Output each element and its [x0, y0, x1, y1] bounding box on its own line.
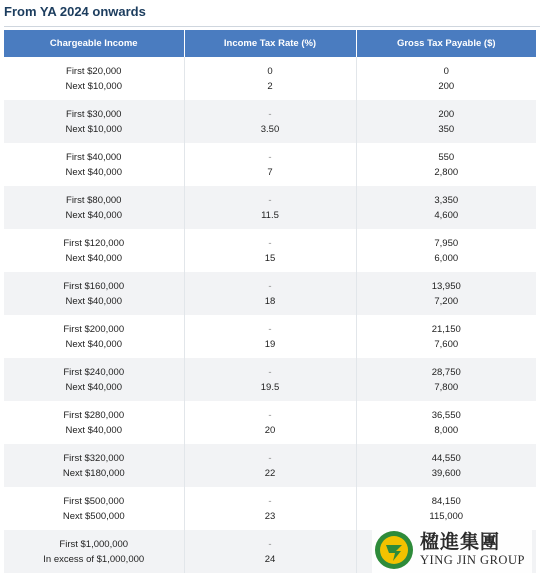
rate-cell — [184, 57, 356, 100]
table-row — [4, 57, 536, 100]
payable-cell — [356, 229, 536, 272]
income-cell — [4, 143, 184, 186]
rate-cell-line: - — [268, 108, 272, 120]
rate-cell-line: 20 — [264, 424, 276, 436]
rate-cell-line: 22 — [264, 467, 276, 479]
income-cell-line: Next $10,000 — [65, 80, 122, 92]
rate-cell — [184, 315, 356, 358]
payable-cell-line: 7,200 — [434, 295, 459, 307]
payable-cell-line: 39,600 — [431, 467, 461, 479]
rate-cell-line: 7 — [267, 166, 273, 178]
income-cell-line: Next $40,000 — [65, 295, 122, 307]
rate-cell — [184, 530, 356, 573]
payable-cell-line: 2,800 — [434, 166, 459, 178]
payable-cell-line: 21,150 — [431, 323, 461, 335]
rate-cell-line: 18 — [264, 295, 276, 307]
payable-cell — [356, 186, 536, 229]
header-income-tax-rate: Income Tax Rate (%) — [184, 30, 356, 57]
rate-cell-line: 24 — [264, 553, 276, 565]
rate-cell — [184, 186, 356, 229]
income-cell — [4, 530, 184, 573]
payable-cell-line: 550 — [438, 151, 455, 163]
table-row — [4, 143, 536, 186]
ying-jin-emblem-icon — [374, 530, 414, 570]
income-cell — [4, 229, 184, 272]
rate-cell-line: - — [268, 237, 272, 249]
income-cell — [4, 444, 184, 487]
income-cell-line: Next $500,000 — [62, 510, 125, 522]
income-cell-line: Next $10,000 — [65, 123, 122, 135]
payable-cell-line: 115,000 — [429, 510, 464, 522]
rate-cell-line: 19.5 — [260, 381, 280, 393]
income-cell — [4, 315, 184, 358]
page-title: From YA 2024 onwards — [4, 4, 146, 19]
rate-cell-line: 3.50 — [260, 123, 280, 135]
income-cell-line: Next $40,000 — [65, 338, 122, 350]
income-cell-line: First $30,000 — [66, 108, 122, 120]
rate-cell — [184, 143, 356, 186]
rate-cell-line: - — [268, 323, 272, 335]
income-cell-line: Next $40,000 — [65, 209, 122, 221]
rate-cell-line: - — [268, 151, 272, 163]
rate-cell — [184, 272, 356, 315]
payable-cell — [356, 100, 536, 143]
rate-cell — [184, 444, 356, 487]
table-row — [4, 315, 536, 358]
income-cell-line: Next $40,000 — [65, 252, 122, 264]
income-cell-line: Next $40,000 — [65, 381, 122, 393]
income-cell-line: First $80,000 — [66, 194, 122, 206]
income-cell-line: First $240,000 — [63, 366, 125, 378]
company-logo — [372, 524, 532, 574]
rate-cell-line: - — [268, 280, 272, 292]
table-row — [4, 272, 536, 315]
income-cell — [4, 272, 184, 315]
table-row — [4, 229, 536, 272]
table-row — [4, 100, 536, 143]
income-cell-line: Next $40,000 — [65, 424, 122, 436]
rate-cell-line: - — [268, 452, 272, 464]
rate-cell-line: - — [268, 409, 272, 421]
income-cell-line: First $500,000 — [63, 495, 125, 507]
rate-cell-line: 19 — [264, 338, 276, 350]
income-cell-line: In excess of $1,000,000 — [43, 553, 145, 565]
income-cell-line: First $40,000 — [66, 151, 122, 163]
payable-cell-line: 4,600 — [434, 209, 459, 221]
payable-cell-line: 8,000 — [434, 424, 459, 436]
payable-cell-line: 7,800 — [434, 381, 459, 393]
header-gross-tax-payable: Gross Tax Payable ($) — [356, 30, 536, 57]
income-cell-line: First $200,000 — [63, 323, 125, 335]
income-cell — [4, 57, 184, 100]
payable-cell — [356, 315, 536, 358]
divider — [4, 26, 540, 27]
rate-cell — [184, 358, 356, 401]
income-cell-line: First $20,000 — [66, 65, 122, 77]
payable-cell — [356, 401, 536, 444]
rate-cell-line: - — [268, 366, 272, 378]
table-row — [4, 358, 536, 401]
payable-cell-line: 7,600 — [434, 338, 459, 350]
payable-cell — [356, 143, 536, 186]
income-cell-line: Next $40,000 — [65, 166, 122, 178]
rate-cell-line: 11.5 — [261, 209, 279, 221]
payable-cell-line: 200 — [438, 80, 455, 92]
rate-cell-line: 2 — [267, 80, 273, 92]
payable-cell — [356, 358, 536, 401]
table-row — [4, 444, 536, 487]
income-cell-line: First $160,000 — [63, 280, 125, 292]
income-cell-line: First $280,000 — [63, 409, 125, 421]
rate-cell-line: - — [268, 538, 272, 550]
rate-cell-line: - — [268, 495, 272, 507]
payable-cell — [356, 272, 536, 315]
payable-cell-line: 44,550 — [431, 452, 461, 464]
payable-cell-line: 0 — [443, 65, 449, 77]
income-cell-line: Next $180,000 — [62, 467, 125, 479]
income-cell — [4, 358, 184, 401]
payable-cell-line: 200 — [438, 108, 455, 120]
income-cell — [4, 401, 184, 444]
income-cell — [4, 186, 184, 229]
rate-cell — [184, 487, 356, 530]
payable-cell-line: 84,150 — [431, 495, 461, 507]
rate-cell-line: 23 — [264, 510, 276, 522]
payable-cell-line: 6,000 — [434, 252, 459, 264]
rate-cell — [184, 229, 356, 272]
rate-cell — [184, 100, 356, 143]
income-cell — [4, 100, 184, 143]
payable-cell-line: 350 — [438, 123, 455, 135]
header-chargeable-income: Chargeable Income — [4, 30, 184, 57]
rate-cell — [184, 401, 356, 444]
payable-cell — [356, 444, 536, 487]
income-cell-line: First $320,000 — [63, 452, 125, 464]
table-header-row — [4, 30, 536, 57]
income-cell-line: First $1,000,000 — [59, 538, 129, 550]
table-row — [4, 401, 536, 444]
income-cell — [4, 487, 184, 530]
payable-cell-line: 13,950 — [431, 280, 461, 292]
payable-cell-line: 28,750 — [431, 366, 461, 378]
rate-cell-line: - — [268, 194, 272, 206]
payable-cell-line: 36,550 — [431, 409, 461, 421]
tax-rate-table — [4, 30, 536, 573]
rate-cell-line: 0 — [267, 65, 273, 77]
logo-english-name: YING JIN GROUP — [420, 553, 525, 567]
income-cell-line: First $120,000 — [63, 237, 125, 249]
logo-chinese-name: 楹進集團 — [420, 531, 501, 553]
payable-cell-line: 3,350 — [434, 194, 459, 206]
rate-cell-line: 15 — [264, 252, 276, 264]
table-row — [4, 186, 536, 229]
payable-cell-line: 7,950 — [434, 237, 459, 249]
payable-cell — [356, 57, 536, 100]
